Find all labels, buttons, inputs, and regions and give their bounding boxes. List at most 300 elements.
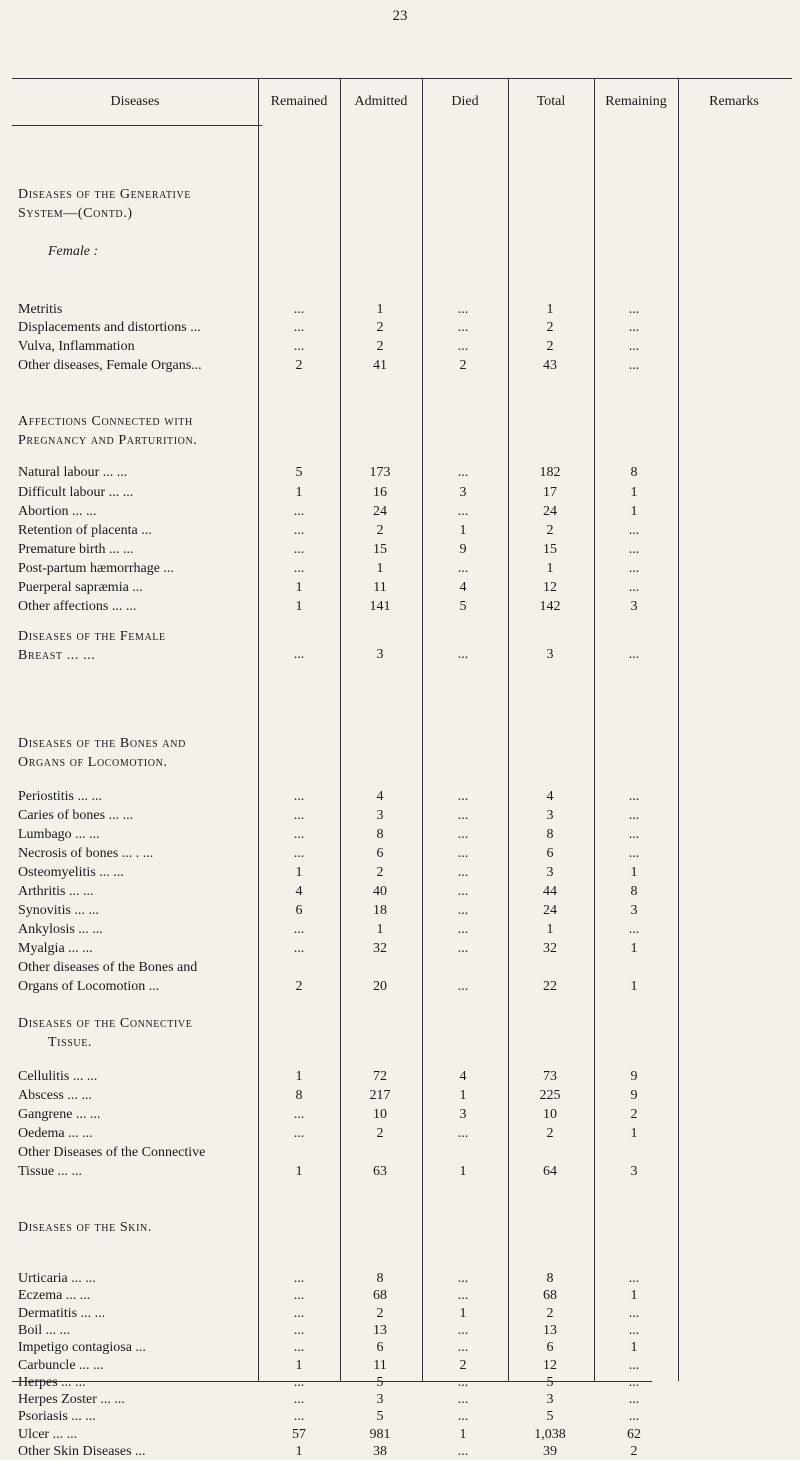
disease-name: Premature birth ... ... [18,542,134,557]
disease-name: Myalgia ... ... [18,941,93,956]
disease-name: Osteomyelitis ... ... [18,865,124,880]
cell-value: 3 [630,903,638,918]
disease-name: Periostitis ... ... [18,789,103,804]
cell-value: 73 [543,1069,557,1084]
cell-value: 12 [543,1357,557,1373]
cell-value: 1 [376,922,384,937]
cell-value: ... [293,1271,305,1286]
table-row [0,846,800,862]
cell-value: ... [457,827,469,842]
disease-name: Boil ... ... [18,1322,71,1338]
cell-value: ... [457,339,469,354]
cell-value: ... [457,846,469,861]
table-row [0,485,800,501]
page-number: 23 [392,8,408,24]
cell-value: 5 [546,1409,554,1425]
cell-value: ... [457,1444,469,1459]
section-title: Diseases of the Generative [18,187,191,202]
cell-value: 2 [546,1126,554,1141]
table-row [0,1164,800,1180]
cell-value: 64 [543,1164,557,1179]
cell-value: 9 [630,1088,638,1103]
cell-value: 3 [459,485,467,500]
cell-value: 8 [376,827,384,842]
cell-value: ... [628,1271,640,1286]
disease-name: Impetigo contagiosa ... [18,1340,146,1356]
cell-value: 62 [627,1426,641,1442]
cell-value: ... [628,789,640,804]
cell-value: 173 [369,465,391,480]
section-title: Diseases of the Skin. [18,1220,152,1235]
cell-value: ... [628,320,640,335]
cell-value: 13 [543,1322,557,1338]
cell-value: 9 [459,542,467,557]
cell-value: ... [628,1322,640,1338]
section-title: Diseases of the Female [18,629,166,644]
cell-value: 8 [295,1088,303,1103]
disease-name: Puerperal sapræmia ... [18,580,143,595]
header-remained: Remained [270,94,328,109]
cell-value: 141 [369,599,391,614]
disease-name: Abortion ... ... [18,504,97,519]
cell-value: 44 [543,884,557,899]
table-row [0,1444,800,1460]
disease-name: Other affections ... ... [18,599,137,614]
cell-value: 1 [630,1288,638,1304]
cell-value: ... [457,789,469,804]
cell-value: 2 [546,523,554,538]
disease-name: Psoriasis ... ... [18,1409,96,1425]
cell-value: 1 [630,941,638,956]
cell-value: 11 [373,1357,387,1373]
cell-value: 63 [373,1164,387,1179]
cell-value: ... [293,789,305,804]
cell-value: ... [628,827,640,842]
table-row [0,1340,800,1356]
cell-value: ... [457,979,469,994]
cell-value: 8 [630,465,638,480]
disease-name: Metritis [18,302,63,317]
cell-value: 5 [376,1374,384,1390]
cell-value: ... [628,358,640,373]
disease-name: Vulva, Inflammation [18,339,135,354]
cell-value: 6 [376,1340,384,1356]
cell-value: 4 [459,580,467,595]
table-row [0,960,800,976]
table-row [0,647,800,663]
cell-value: ... [293,1340,305,1356]
table-row [0,1069,800,1085]
table-row [0,320,800,336]
cell-value: ... [628,1374,640,1390]
header-remaining: Remaining [605,94,667,109]
disease-name: Gangrene ... ... [18,1107,101,1122]
cell-value: 15 [373,542,387,557]
disease-name: Lumbago ... ... [18,827,100,842]
table-row [0,922,800,938]
disease-name: Herpes Zoster ... ... [18,1392,125,1408]
disease-name: Oedema ... ... [18,1126,93,1141]
cell-value: 8 [546,827,554,842]
cell-value: 10 [543,1107,557,1122]
cell-value: 1 [630,1340,638,1356]
cell-value: 4 [459,1069,467,1084]
cell-value: 1 [459,1088,467,1103]
cell-value: ... [457,903,469,918]
cell-value: ... [293,1409,305,1425]
cell-value: 1 [630,1126,638,1141]
cell-value: 1 [630,485,638,500]
cell-value: ... [293,1374,305,1390]
table-row [0,1306,800,1322]
header-total: Total [536,94,566,109]
table-row [0,339,800,355]
cell-value: ... [628,1305,640,1321]
section-title: Pregnancy and Parturition. [18,433,198,448]
cell-value: 1 [295,865,303,880]
cell-value: ... [293,827,305,842]
cell-value: ... [293,339,305,354]
cell-value: 2 [295,979,303,994]
cell-value: 1 [295,1164,303,1179]
cell-value: 4 [295,884,303,899]
cell-value: ... [457,320,469,335]
disease-name: Post-partum hæmorrhage ... [18,561,174,576]
cell-value: 39 [543,1444,557,1459]
cell-value: 10 [373,1107,387,1122]
cell-value: 1 [376,561,384,576]
cell-value: 68 [543,1288,557,1304]
table-row [0,1288,800,1304]
section-subtitle: Female : [48,244,99,259]
col-divider-5 [594,78,595,1381]
cell-value: ... [628,302,640,317]
cell-value: 24 [373,504,387,519]
cell-value: 1 [630,504,638,519]
cell-value: ... [628,542,640,557]
disease-name: Displacements and distortions ... [18,320,201,335]
cell-value: 5 [459,599,467,614]
cell-value: ... [293,561,305,576]
cell-value: 2 [295,358,303,373]
cell-value: 68 [373,1288,387,1304]
cell-value: ... [457,1271,469,1286]
cell-value: 13 [373,1322,387,1338]
table-row [0,542,800,558]
table-row [0,1323,800,1339]
cell-value: 2 [459,1357,467,1373]
disease-name: Other diseases of the Bones and [18,960,198,975]
table-row [0,358,800,374]
cell-value: ... [628,523,640,538]
disease-name: Synovitis ... ... [18,903,99,918]
cell-value: 6 [376,846,384,861]
cell-value: 57 [292,1426,306,1442]
cell-value: 1 [630,979,638,994]
cell-value: ... [457,941,469,956]
cell-value: 225 [539,1088,561,1103]
cell-value: ... [628,1357,640,1373]
table-row [0,1126,800,1142]
disease-name: Urticaria ... ... [18,1271,96,1286]
cell-value: 32 [543,941,557,956]
disease-name: Other diseases, Female Organs... [18,358,202,373]
cell-value: ... [628,1409,640,1425]
cell-value: 18 [373,903,387,918]
cell-value: 1 [295,1444,303,1459]
cell-value: 2 [376,865,384,880]
cell-value: 1 [295,485,303,500]
cell-value: 1 [295,580,303,595]
table-row [0,865,800,881]
table-row [0,1358,800,1374]
cell-value: ... [293,320,305,335]
cell-value: 2 [630,1444,638,1459]
cell-value: 1 [459,523,467,538]
cell-value: 1 [295,599,303,614]
cell-value: 5 [376,1409,384,1425]
cell-value: ... [293,302,305,317]
table-row [0,561,800,577]
table-row [0,1409,800,1425]
table-row [0,1375,800,1391]
cell-value: ... [457,465,469,480]
cell-value: ... [293,647,305,662]
cell-value: ... [457,865,469,880]
disease-name: Tissue ... ... [18,1164,83,1179]
cell-value: ... [293,808,305,823]
cell-value: 24 [543,504,557,519]
cell-value: 1 [459,1164,467,1179]
cell-value: 2 [459,358,467,373]
disease-name: Abscess ... ... [18,1088,92,1103]
disease-name: Carbuncle ... ... [18,1357,104,1373]
cell-value: ... [293,1288,305,1304]
cell-value: 40 [373,884,387,899]
cell-value: 1 [546,302,554,317]
cell-value: 24 [543,903,557,918]
table-row [0,504,800,520]
disease-name: Eczema ... ... [18,1288,91,1304]
cell-value: 182 [539,465,561,480]
table-row [0,827,800,843]
cell-value: 1 [546,922,554,937]
cell-value: 38 [373,1444,387,1459]
section-title: Tissue. [48,1035,93,1050]
section-title: Diseases of the Bones and [18,736,186,751]
cell-value: ... [293,504,305,519]
cell-value: 41 [373,358,387,373]
cell-value: 72 [373,1069,387,1084]
table-row [0,302,800,318]
table-row [0,1088,800,1104]
table-row [0,808,800,824]
table-row [0,979,800,995]
cell-value: ... [293,1107,305,1122]
cell-value: 1 [459,1426,467,1442]
cell-value: ... [293,941,305,956]
cell-value: ... [293,542,305,557]
disease-name: Other Diseases of the Connective [18,1145,206,1160]
cell-value: 22 [543,979,557,994]
cell-value: 981 [369,1426,391,1442]
cell-value: 3 [546,865,554,880]
cell-value: 17 [543,485,557,500]
table-row [0,599,800,615]
cell-value: 5 [546,1374,554,1390]
disease-name: Dermatitis ... ... [18,1305,106,1321]
header-remarks: Remarks [709,94,759,109]
cell-value: 3 [630,1164,638,1179]
cell-value: 3 [546,1392,554,1408]
cell-value: 2 [376,320,384,335]
header-admitted: Admitted [354,94,408,109]
cell-value: 9 [630,1069,638,1084]
cell-value: 5 [295,465,303,480]
cell-value: 2 [376,1126,384,1141]
cell-value: ... [293,1392,305,1408]
table-row [0,1392,800,1408]
cell-value: 1 [630,865,638,880]
disease-name: Retention of placenta ... [18,523,152,538]
cell-value: 2 [546,320,554,335]
cell-value: ... [628,846,640,861]
cell-value: 8 [546,1271,554,1286]
cell-value: 3 [376,647,384,662]
cell-value: ... [457,647,469,662]
disease-name: Natural labour ... ... [18,465,128,480]
cell-value: ... [628,339,640,354]
table-row [0,465,800,481]
cell-value: 3 [376,1392,384,1408]
cell-value: 2 [376,339,384,354]
header-bottom-rule [12,125,262,126]
cell-value: 11 [373,580,387,595]
cell-value: ... [457,302,469,317]
cell-value: 142 [539,599,561,614]
cell-value: ... [457,922,469,937]
cell-value: ... [293,523,305,538]
cell-value: ... [628,561,640,576]
disease-name: Difficult labour ... ... [18,485,134,500]
col-divider-6 [678,78,679,1381]
cell-value: 6 [295,903,303,918]
cell-value: 8 [630,884,638,899]
cell-value: 15 [543,542,557,557]
cell-value: ... [457,504,469,519]
disease-name: Necrosis of bones ... . ... [18,846,154,861]
cell-value: 1 [546,561,554,576]
cell-value: ... [628,1392,640,1408]
col-divider-1 [258,78,259,1381]
table-row [0,1107,800,1123]
disease-name: Ulcer ... ... [18,1426,78,1442]
cell-value: ... [293,922,305,937]
disease-name: Organs of Locomotion ... [18,979,160,994]
cell-value: ... [457,1409,469,1425]
disease-name: Caries of bones ... ... [18,808,134,823]
section-title: System—(Contd.) [18,206,133,221]
section-title: Diseases of the Connective [18,1016,193,1031]
cell-value: 20 [373,979,387,994]
col-divider-2 [340,78,341,1381]
disease-name: Herpes ... ... [18,1374,86,1390]
cell-value: 2 [376,1305,384,1321]
cell-value: 3 [459,1107,467,1122]
cell-value: 1 [295,1357,303,1373]
cell-value: ... [628,580,640,595]
cell-value: 3 [546,647,554,662]
cell-value: 1 [295,1069,303,1084]
col-divider-3 [422,78,423,1381]
table-row [0,523,800,539]
cell-value: ... [628,808,640,823]
section-title: Breast ... ... [18,648,96,663]
table-row [0,1145,800,1161]
cell-value: ... [457,1374,469,1390]
cell-value: ... [457,808,469,823]
cell-value: 3 [376,808,384,823]
cell-value: ... [457,1288,469,1304]
cell-value: ... [457,1392,469,1408]
cell-value: 1 [376,302,384,317]
cell-value: 43 [543,358,557,373]
cell-value: ... [457,561,469,576]
table-row [0,580,800,596]
cell-value: 16 [373,485,387,500]
cell-value: ... [293,846,305,861]
cell-value: 1 [459,1305,467,1321]
cell-value: ... [628,922,640,937]
disease-name: Arthritis ... ... [18,884,94,899]
cell-value: ... [293,1305,305,1321]
cell-value: ... [628,647,640,662]
table-row [0,1271,800,1287]
table-row [0,903,800,919]
col-divider-4 [508,78,509,1381]
cell-value: 3 [546,808,554,823]
cell-value: 32 [373,941,387,956]
cell-value: 2 [376,523,384,538]
cell-value: 2 [546,1305,554,1321]
cell-value: 4 [546,789,554,804]
section-title: Affections Connected with [18,414,193,429]
table-top-rule [12,78,792,79]
header-diseases: Diseases [110,94,160,109]
disease-name: Other Skin Diseases ... [18,1444,146,1459]
cell-value: 8 [376,1271,384,1286]
cell-value: 6 [546,1340,554,1356]
cell-value: 2 [630,1107,638,1122]
cell-value: ... [293,1322,305,1338]
header-died: Died [451,94,479,109]
cell-value: ... [293,1126,305,1141]
cell-value: ... [457,1322,469,1338]
cell-value: ... [457,1340,469,1356]
table-row [0,789,800,805]
cell-value: ... [457,1126,469,1141]
section-title: Organs of Locomotion. [18,755,168,770]
cell-value: ... [457,884,469,899]
cell-value: 3 [630,599,638,614]
cell-value: 2 [546,339,554,354]
table-row [0,941,800,957]
cell-value: 1,038 [534,1426,566,1442]
cell-value: 217 [369,1088,391,1103]
table-row [0,884,800,900]
cell-value: 12 [543,580,557,595]
disease-name: Cellulitis ... ... [18,1069,98,1084]
